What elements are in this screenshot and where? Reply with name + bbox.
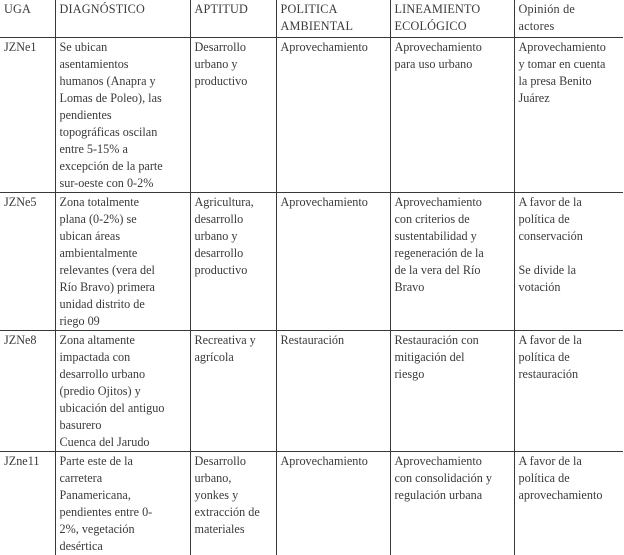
cell-opinion-actores: A favor de la política de aprovechamiento <box>514 451 623 555</box>
cell-lineamiento-ecologico: Aprovechamiento con consolidación y regulación urbana <box>390 451 514 555</box>
table-row <box>0 192 623 330</box>
cell-aptitud: Agricultura, desarrollo urbano y desarrollo productivo <box>190 192 276 330</box>
table-row <box>0 451 623 555</box>
cell-politica-ambiental: Aprovechamiento <box>276 192 390 330</box>
cell-uga: JZNe1 <box>4 39 37 54</box>
header-diagnostico: DIAGNÓSTICO <box>55 0 190 37</box>
cell-politica-ambiental: Restauración <box>276 330 390 451</box>
table-row <box>0 330 623 451</box>
header-uga: UGA <box>4 2 32 16</box>
cell-uga: JZNe8 <box>4 332 37 347</box>
cell-opinion-actores: A favor de la política de restauración <box>514 330 623 451</box>
header-opinion-actores: Opinión de actores <box>514 0 623 37</box>
header-lineamiento-ecologico: LINEAMIENTO ECOLÓGICO <box>390 0 514 37</box>
header-aptitud: APTITUD <box>190 0 276 37</box>
header-row <box>0 0 623 37</box>
cell-aptitud: Desarrollo urbano y productivo <box>190 37 276 192</box>
cell-lineamiento-ecologico: Aprovechamiento para uso urbano <box>390 37 514 192</box>
header-politica-ambiental: POLITICA AMBIENTAL <box>276 0 390 37</box>
cell-diagnostico: Zona totalmente plana (0-2%) se ubican áreas ambientalmente relevantes (vera del Río Bravo) primera unidad distrito de riego 09 <box>55 192 190 330</box>
cell-diagnostico: Parte este de la carretera Panamericana, pendientes entre 0- 2%, vegetación desértica <box>55 451 190 555</box>
cell-diagnostico: Zona altamente impactada con desarrollo urbano (predio Ojitos) y ubicación del antiguo basurero Cuenca del Jarudo <box>55 330 190 451</box>
cell-uga: JZne11 <box>4 453 40 468</box>
cell-politica-ambiental: Aprovechamiento <box>276 451 390 555</box>
cell-opinion-actores: A favor de la política de conservación Se divide la votación <box>514 192 623 330</box>
cell-lineamiento-ecologico: Aprovechamiento con criterios de sustentabilidad y regeneración de la de la vera del Río Bravo <box>390 192 514 330</box>
cell-diagnostico: Se ubican asentamientos humanos (Anapra y Lomas de Poleo), las pendientes topográficas oscilan entre 5-15% a excepción de la parte sur-oeste con 0-2% <box>55 37 190 192</box>
cell-aptitud: Desarrollo urbano, yonkes y extracción de materiales <box>190 451 276 555</box>
table-row <box>0 37 623 192</box>
cell-aptitud: Recreativa y agrícola <box>190 330 276 451</box>
cell-uga: JZNe5 <box>4 194 37 209</box>
cell-lineamiento-ecologico: Restauración con mitigación del riesgo <box>390 330 514 451</box>
cell-politica-ambiental: Aprovechamiento <box>276 37 390 192</box>
cell-opinion-actores: Aprovechamiento y tomar en cuenta la presa Benito Juárez <box>514 37 623 192</box>
